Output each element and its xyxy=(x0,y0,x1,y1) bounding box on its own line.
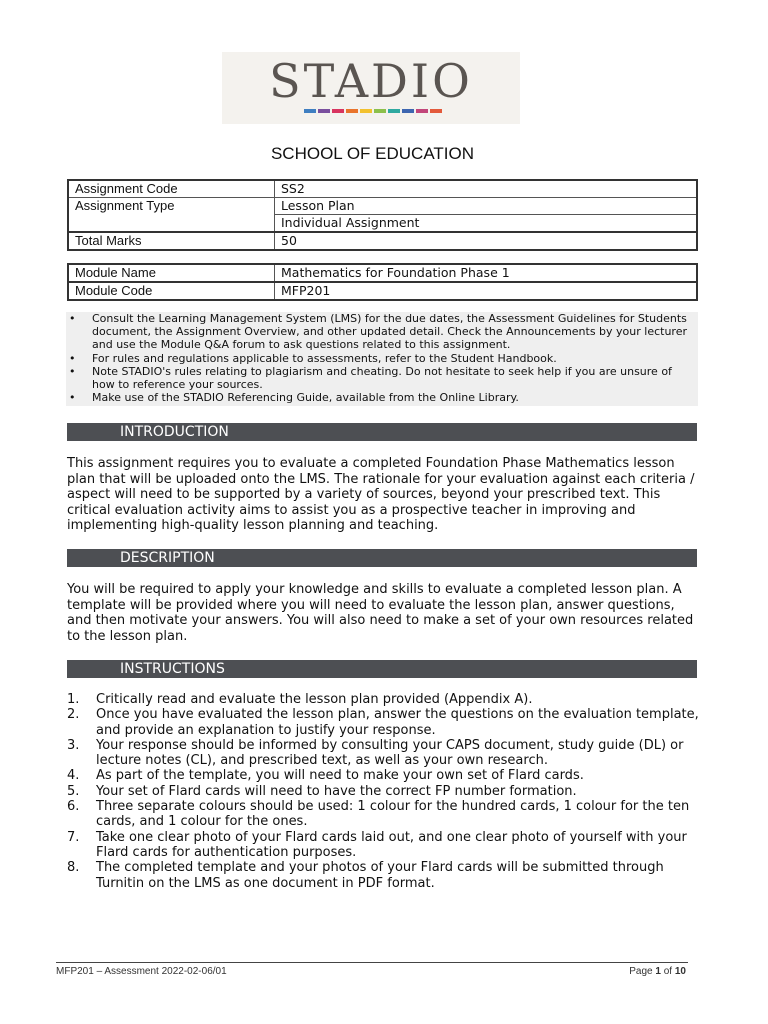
instruction-step xyxy=(67,830,699,861)
instruction-step xyxy=(67,768,699,783)
stripe-segment xyxy=(374,109,386,113)
stripe-segment xyxy=(332,109,344,113)
module-code-value: MFP201 xyxy=(275,282,698,300)
module-name-value: Mathematics for Foundation Phase 1 xyxy=(275,264,698,282)
instruction-step xyxy=(67,860,699,891)
note-item: • Make use of the STADIO Referencing Guide, available from the Online Library. xyxy=(66,391,698,404)
step-text: Your response should be informed by consulting your CAPS document, study guide (DL) or lecture notes (CL), and prescribed text, as well as your own research. xyxy=(96,737,684,769)
step-text: Critically read and evaluate the lesson plan provided (Appendix A). xyxy=(96,692,533,707)
step-text: Your set of Flard cards will need to have the correct FP number formation. xyxy=(96,783,577,799)
description-text: You will be required to apply your knowledge and skills to evaluate a completed lesson plan. A template will be provided where you will need to evaluate the lesson plan, answer questions, and then motivate your answers. You will also need to make a set of your own resources related to the lesson plan. xyxy=(67,582,694,644)
assignment-type-value-2: Individual Assignment xyxy=(275,215,698,233)
instructions-header xyxy=(67,660,697,678)
introduction-header xyxy=(67,423,697,441)
stripe-segment xyxy=(318,109,330,113)
instruction-step xyxy=(67,707,699,738)
page-of: of xyxy=(660,966,675,977)
page-prefix: Page xyxy=(629,966,656,977)
stripe-segment xyxy=(346,109,358,113)
description-title: DESCRIPTION xyxy=(120,550,215,566)
page-current: 1 xyxy=(655,966,661,977)
step-text: Three separate colours should be used: 1 colour for the hundred cards, 1 colour for the ten cards, and 1 colour for the ones. xyxy=(96,799,690,830)
page-title: SCHOOL OF EDUCATION xyxy=(270,144,475,163)
total-marks-value: 50 xyxy=(275,232,698,250)
step-text: Once you have evaluated the lesson plan, answer the questions on the evaluation template, and provide an explanation to justify your response. xyxy=(96,707,699,738)
note-item: • For rules and regulations applicable to assessments, refer to the Student Handbook. xyxy=(66,352,698,365)
step-text: The completed template and your photos of your Flard cards will be submitted through Turnitin on the LMS as one document in PDF format. xyxy=(96,860,664,891)
description-header xyxy=(67,549,697,567)
stadio-logo xyxy=(222,52,520,124)
assignment-type-label: Assignment Type xyxy=(68,198,275,233)
step-text: As part of the template, you will need to make your own set of Flard cards. xyxy=(96,768,584,784)
instruction-step xyxy=(67,692,699,707)
total-marks-label: Total Marks xyxy=(68,232,275,250)
stripe-segment xyxy=(360,109,372,113)
logo-text: STADIO xyxy=(269,54,473,108)
footer-page-number xyxy=(560,966,686,977)
module-name-label: Module Name xyxy=(68,264,275,282)
instruction-step xyxy=(67,738,699,769)
step-number: 2. xyxy=(67,707,80,723)
stripe-segment xyxy=(402,109,414,113)
assessment-notes xyxy=(66,312,698,406)
instruction-step xyxy=(67,784,699,799)
note-item: • Consult the Learning Management System (LMS) for the due dates, the Assessment Guidelines for Students document, the Assignment Overview, and other updated detail. Check the Announcements by your lecturer and use the Module Q&A forum to ask questions related to this assignment. xyxy=(66,312,698,352)
instruction-step xyxy=(67,799,699,830)
module-code-label: Module Code xyxy=(68,282,275,300)
page-total: 10 xyxy=(674,966,686,977)
introduction-title: INTRODUCTION xyxy=(120,424,229,440)
assignment-code-value: SS2 xyxy=(275,180,698,198)
instructions-title: INSTRUCTIONS xyxy=(120,661,225,677)
introduction-text: This assignment requires you to evaluate a completed Foundation Phase Mathematics lesson plan that will be uploaded onto the LMS. The rationale for your evaluation against each criteria / aspect will need to be supported by a variety of sources, beyond your prescribed text. This critical evaluation activity aims to assist you as a prospective teacher in improving and implementing high-quality lesson planning and teaching. xyxy=(67,456,695,533)
stripe-segment xyxy=(416,109,428,113)
step-number: 1. xyxy=(67,692,80,707)
logo-color-stripe xyxy=(304,109,444,113)
step-number: 8. xyxy=(67,860,80,876)
instructions-list xyxy=(67,692,699,891)
step-number: 6. xyxy=(67,799,80,815)
module-info-table xyxy=(67,263,698,301)
footer-assessment-ref: MFP201 – Assessment 2022-02-06/01 xyxy=(56,966,227,977)
assignment-type-value: Lesson Plan xyxy=(275,198,698,215)
assignment-code-label: Assignment Code xyxy=(68,180,275,198)
assignment-info-table xyxy=(67,179,698,251)
stripe-segment xyxy=(304,109,316,113)
stripe-segment xyxy=(430,109,442,113)
step-number: 4. xyxy=(67,768,80,784)
step-text: Take one clear photo of your Flard cards laid out, and one clear photo of yourself with your Flard cards for authentication purposes. xyxy=(96,829,687,860)
stripe-segment xyxy=(388,109,400,113)
step-number: 5. xyxy=(67,783,80,799)
note-item: • Note STADIO's rules relating to plagiarism and cheating. Do not hesitate to seek help if you are unsure of how to reference your sources. xyxy=(66,365,698,391)
step-number: 7. xyxy=(67,829,80,845)
step-number: 3. xyxy=(67,737,80,753)
footer-divider xyxy=(56,962,688,963)
